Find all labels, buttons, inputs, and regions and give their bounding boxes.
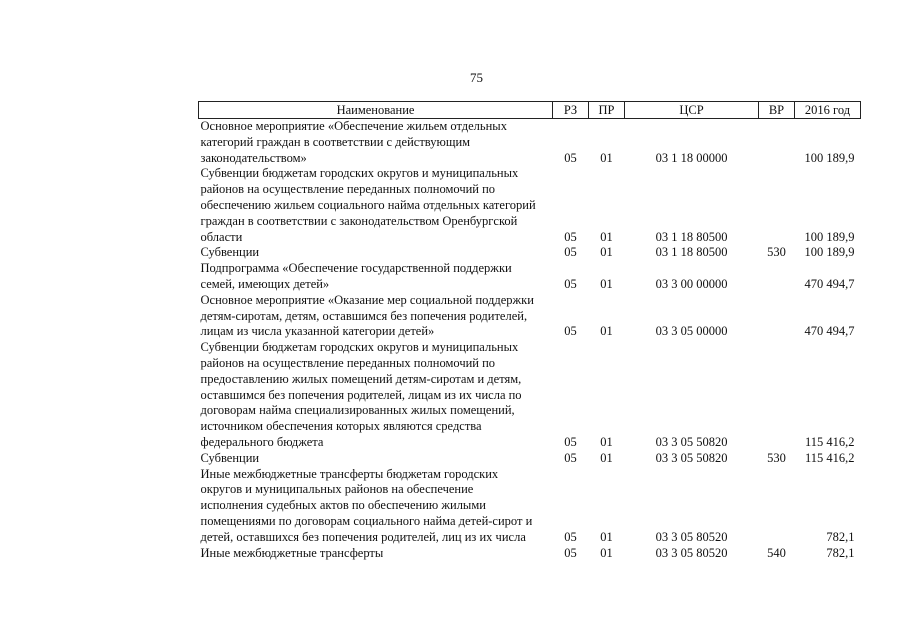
table-row — [199, 166, 861, 245]
cell-amount: 115 416,2 — [804, 450, 855, 465]
row-name-line: районов на осуществление переданных полномочий по — [200, 182, 496, 197]
cell-csr: 03 3 05 00000 — [655, 324, 728, 339]
cell-amount: 470 494,7 — [804, 324, 855, 339]
cell-pr: 01 — [600, 150, 613, 165]
row-name-line: Основное мероприятие «Оказание мер социальной поддержки — [200, 292, 534, 307]
cell-csr: 03 3 05 80520 — [655, 529, 728, 544]
row-name-line: области — [200, 229, 243, 244]
cell-pr: 01 — [600, 245, 613, 260]
table-row — [199, 546, 861, 562]
cell-pr: 01 — [600, 529, 613, 544]
table-row — [199, 467, 861, 546]
cell-rz: 05 — [564, 324, 577, 339]
row-name-line: Субвенции — [200, 245, 260, 260]
cell-csr: 03 1 18 80500 — [655, 245, 728, 260]
row-name-line: Подпрограмма «Обеспечение государственной поддержки — [200, 261, 512, 276]
row-name — [199, 467, 553, 546]
row-name-line: договорам найма специализированных жилых помещений, — [200, 403, 515, 418]
cell-csr: 03 3 05 80520 — [655, 545, 728, 560]
cell-csr: 03 1 18 00000 — [655, 150, 728, 165]
table-row — [199, 451, 861, 467]
cell-vr — [759, 467, 795, 546]
table-row — [199, 245, 861, 261]
row-name-line: источником обеспечения которых являются средства — [200, 419, 482, 434]
row-name-line: лицам из числа указанной категории детей» — [200, 324, 435, 339]
row-name-line: оставшимся без попечения родителей, лицам из их числа по — [200, 387, 522, 402]
cell-vr — [759, 119, 795, 167]
row-name-line: районов на осуществление переданных полномочий по — [200, 355, 496, 370]
row-name-line: предоставлению жилых помещений детям-сиротам и детям, — [200, 371, 522, 386]
page-number: 75 — [470, 70, 483, 85]
cell-vr — [759, 340, 795, 451]
table-row — [199, 119, 861, 167]
cell-csr: 03 1 18 80500 — [655, 229, 728, 244]
cell-amount: 100 189,9 — [804, 150, 855, 165]
row-name-line: федерального бюджета — [200, 434, 324, 449]
header-vr: ВР — [759, 102, 795, 119]
cell-pr: 01 — [600, 450, 613, 465]
cell-amount: 100 189,9 — [804, 245, 855, 260]
header-year: 2016 год — [795, 102, 861, 119]
cell-rz: 05 — [564, 450, 577, 465]
row-name-line: Субвенции бюджетам городских округов и муниципальных — [200, 340, 519, 355]
row-name — [199, 166, 553, 245]
cell-pr: 01 — [600, 324, 613, 339]
table-row — [199, 293, 861, 340]
row-name — [199, 293, 553, 340]
cell-rz: 05 — [564, 245, 577, 260]
row-name — [199, 546, 553, 562]
cell-rz: 05 — [564, 545, 577, 560]
header-name: Наименование — [199, 102, 553, 119]
row-name-line: детей, оставшихся без попечения родителей, лиц из их числа — [200, 529, 526, 544]
row-name — [199, 245, 553, 261]
cell-amount: 782,1 — [826, 529, 855, 544]
row-name — [199, 119, 553, 167]
row-name-line: Иные межбюджетные трансферты — [200, 545, 384, 560]
row-name — [199, 340, 553, 451]
table-row — [199, 340, 861, 451]
row-name-line: Основное мероприятие «Обеспечение жильем отдельных — [200, 119, 507, 133]
row-name-line: семей, имеющих детей» — [200, 276, 330, 291]
cell-rz: 05 — [564, 150, 577, 165]
cell-vr: 530 — [767, 245, 786, 260]
row-name-line: округов и муниципальных районов на обеспечение — [200, 482, 474, 497]
cell-amount: 115 416,2 — [804, 434, 855, 449]
header-row — [199, 102, 861, 119]
budget-table — [198, 101, 861, 561]
cell-amount: 470 494,7 — [804, 276, 855, 291]
cell-csr: 03 3 05 50820 — [655, 450, 728, 465]
cell-pr: 01 — [600, 545, 613, 560]
table-body — [199, 119, 861, 562]
cell-rz: 05 — [564, 529, 577, 544]
cell-pr: 01 — [600, 434, 613, 449]
cell-vr: 540 — [767, 545, 786, 560]
cell-amount: 100 189,9 — [804, 229, 855, 244]
row-name-line: Субвенции бюджетам городских округов и муниципальных — [200, 166, 519, 181]
cell-rz: 05 — [564, 434, 577, 449]
table-header — [199, 102, 861, 119]
table-row — [199, 261, 861, 293]
cell-csr: 03 3 00 00000 — [655, 276, 728, 291]
cell-vr — [759, 261, 795, 293]
row-name — [199, 261, 553, 293]
cell-amount: 782,1 — [826, 545, 855, 560]
cell-vr: 530 — [767, 450, 786, 465]
row-name-line: обеспечению жильем социального найма отдельных категорий — [200, 197, 536, 212]
row-name-line: Субвенции — [200, 450, 260, 465]
row-name-line: помещениями по договорам социального найма детей-сирот и — [200, 513, 533, 528]
cell-rz: 05 — [564, 229, 577, 244]
header-csr: ЦСР — [625, 102, 759, 119]
row-name-line: Иные межбюджетные трансферты бюджетам городских — [200, 466, 499, 481]
cell-csr: 03 3 05 50820 — [655, 434, 728, 449]
row-name-line: исполнения судебных актов по обеспечению жилыми — [200, 498, 486, 513]
header-rz: РЗ — [553, 102, 589, 119]
cell-vr — [759, 166, 795, 245]
cell-rz: 05 — [564, 276, 577, 291]
row-name-line: граждан в соответствии с законодательством Оренбургской — [200, 213, 518, 228]
cell-vr — [759, 293, 795, 340]
cell-pr: 01 — [600, 276, 613, 291]
row-name-line: категорий граждан в соответствии с действующим — [200, 134, 471, 149]
header-pr: ПР — [589, 102, 625, 119]
row-name — [199, 451, 553, 467]
row-name-line: детям-сиротам, детям, оставшимся без попечения родителей, — [200, 308, 528, 323]
cell-pr: 01 — [600, 229, 613, 244]
row-name-line: законодательством» — [200, 150, 307, 165]
